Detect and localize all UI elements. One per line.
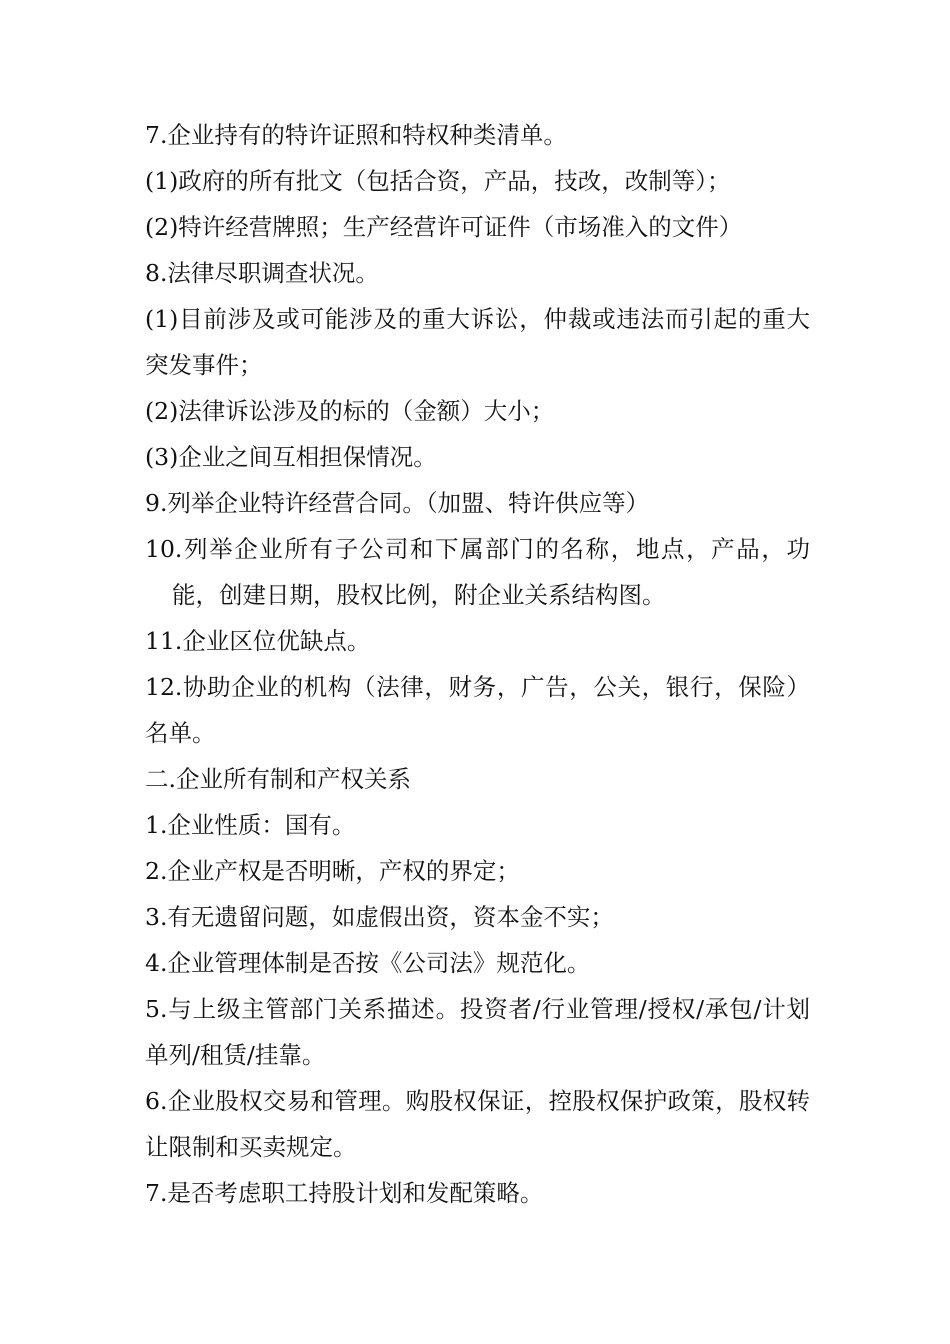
list-item-5-superior-relations: 5.与上级主管部门关系描述。投资者/行业管理/授权/承包/计划单列/租赁/挂靠。	[145, 995, 810, 1069]
document-body	[145, 112, 810, 1216]
list-item-12-assisting-institutions: 12.协助企业的机构（法律，财务，广告，公关，银行，保险）名单。	[145, 673, 810, 747]
list-item-11-location: 11.企业区位优缺点。	[145, 627, 371, 655]
list-item-10-subsidiaries: 10.列举企业所有子公司和下属部门的名称，地点，产品，功能，创建日期，股权比例，附企业关系结构图。	[145, 535, 810, 609]
list-item-3-legacy-issues: 3.有无遗留问题，如虚假出资，资本金不实；	[145, 903, 614, 931]
list-item-1-nature: 1.企业性质：国有。	[145, 811, 356, 839]
sub-item-major-litigation: (1)目前涉及或可能涉及的重大诉讼，仲裁或违法而引起的重大突发事件；	[145, 305, 810, 379]
list-item-4-management-system: 4.企业管理体制是否按《公司法》规范化。	[145, 949, 591, 977]
sub-item-operating-permits: (2)特许经营牌照；生产经营许可证件（市场准入的文件）	[145, 213, 743, 241]
list-item-7-employee-stock: 7.是否考虑职工持股计划和发配策略。	[145, 1179, 544, 1207]
sub-item-mutual-guarantees: (3)企业之间互相担保情况。	[145, 443, 437, 471]
list-item-7-licenses: 7.企业持有的特许证照和特权种类清单。	[145, 121, 567, 149]
list-item-2-property-rights: 2.企业产权是否明晰，产权的界定；	[145, 857, 520, 885]
list-item-6-equity-trading: 6.企业股权交易和管理。购股权保证，控股权保护政策，股权转让限制和买卖规定。	[145, 1087, 810, 1161]
section-heading-ownership: 二.企业所有制和产权关系	[145, 765, 411, 793]
sub-item-litigation-amount: (2)法律诉讼涉及的标的（金额）大小；	[145, 397, 555, 425]
list-item-8-legal-diligence: 8.法律尽职调查状况。	[145, 259, 379, 287]
list-item-9-franchise-contracts: 9.列举企业特许经营合同。（加盟、特许供应等）	[145, 489, 650, 517]
sub-item-government-approvals: (1)政府的所有批文（包括合资，产品，技改，改制等）；	[145, 167, 731, 195]
